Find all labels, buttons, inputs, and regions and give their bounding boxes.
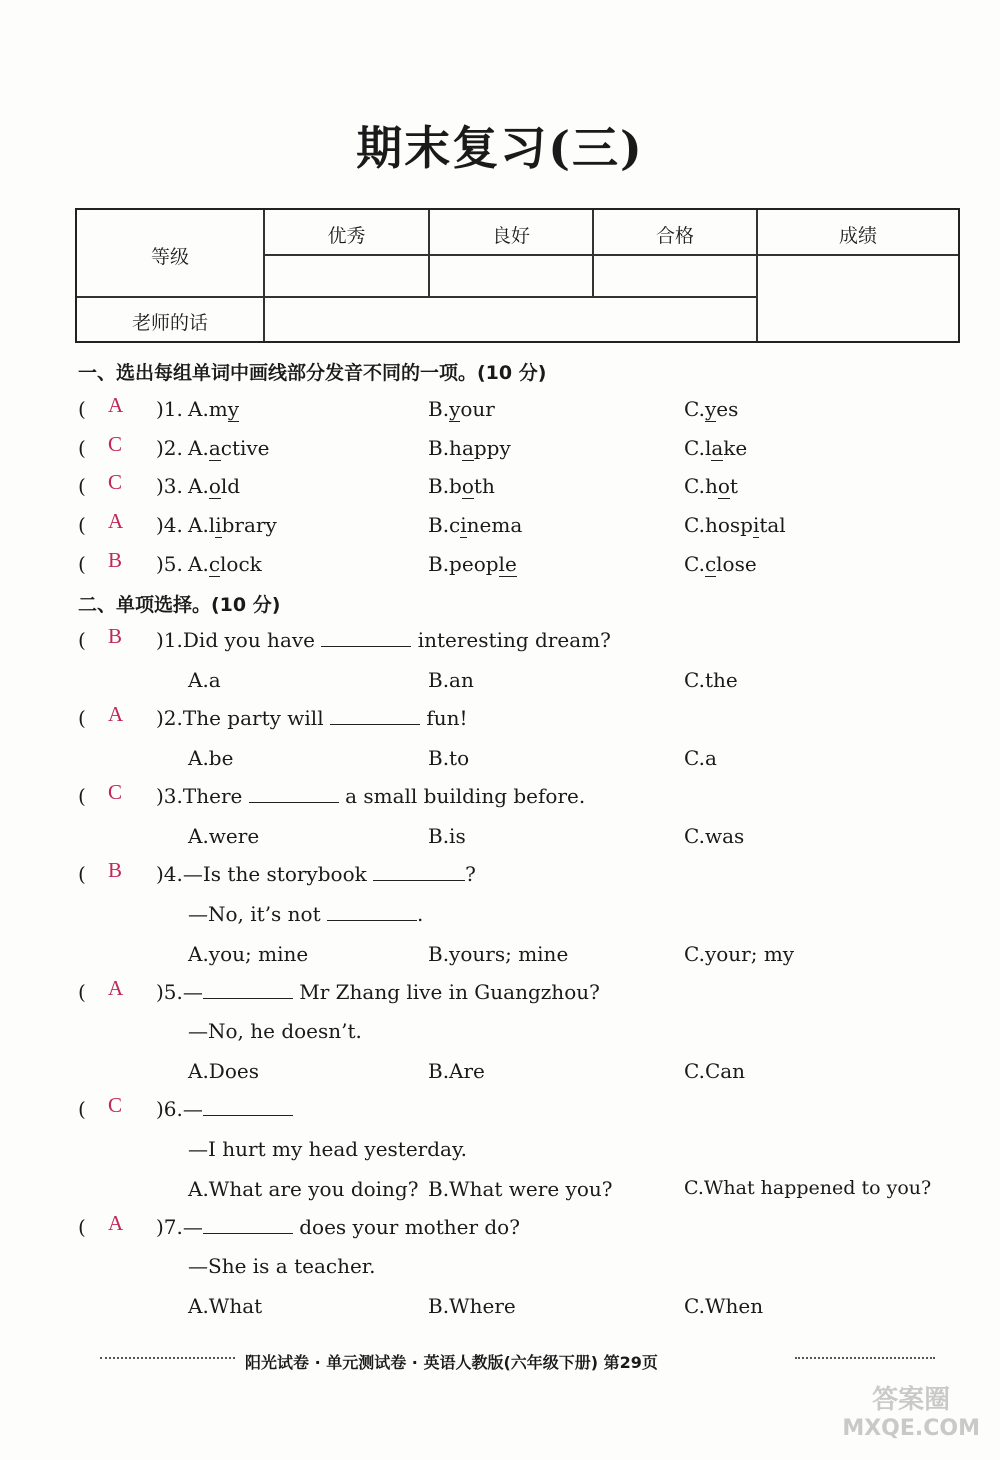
answer-mark: B bbox=[108, 624, 123, 648]
answer-mark: C bbox=[108, 1093, 123, 1117]
answer-blank bbox=[330, 708, 420, 725]
option-a: A.active bbox=[188, 436, 270, 460]
answer-blank bbox=[203, 982, 293, 999]
question-stem: )7.— does your mother do? bbox=[156, 1215, 520, 1239]
option-a: A.What are you doing? bbox=[188, 1177, 419, 1201]
option-a: A.a bbox=[188, 668, 221, 692]
question-number: )4. bbox=[156, 513, 183, 537]
question-number: )5. bbox=[156, 552, 183, 576]
option-a: A.library bbox=[188, 513, 277, 537]
option-b: B.cinema bbox=[428, 513, 523, 537]
answer-mark: C bbox=[108, 780, 123, 804]
answer-blank bbox=[327, 904, 417, 921]
answer-blank bbox=[203, 1217, 293, 1234]
option-b: B.an bbox=[428, 668, 474, 692]
option-a: A.you; mine bbox=[188, 942, 309, 966]
option-a: A.old bbox=[188, 474, 241, 498]
option-b: B.is bbox=[428, 824, 466, 848]
grading-table bbox=[75, 208, 960, 343]
footer-divider-right bbox=[795, 1357, 935, 1359]
option-b: B.yours; mine bbox=[428, 942, 569, 966]
option-b: B.Where bbox=[428, 1294, 516, 1318]
question-stem: )5.— Mr Zhang live in Guangzhou? bbox=[156, 980, 600, 1004]
question-line2: —She is a teacher. bbox=[188, 1254, 376, 1278]
paren: ( bbox=[78, 436, 86, 460]
page-footer: 阳光试卷 · 单元测试卷 · 英语人教版(六年级下册) 第29页 bbox=[245, 1353, 658, 1372]
option-a: A.my bbox=[188, 397, 240, 421]
option-a: A.be bbox=[188, 746, 234, 770]
section1-heading: 一、选出每组单词中画线部分发音不同的一项。(10 分) bbox=[78, 362, 547, 384]
paren: ( bbox=[78, 552, 86, 576]
question-stem: )4.—Is the storybook ? bbox=[156, 862, 476, 886]
option-b: B.to bbox=[428, 746, 470, 770]
option-c: C.the bbox=[684, 668, 738, 692]
answer-mark: B bbox=[108, 858, 123, 882]
col-good: 良好 bbox=[491, 225, 530, 247]
option-b: B.people bbox=[428, 552, 517, 576]
watermark: 答案圈 MXQE.COM bbox=[842, 1385, 980, 1442]
option-c: C.a bbox=[684, 746, 717, 770]
option-c: C.hot bbox=[684, 474, 738, 498]
answer-blank bbox=[249, 786, 339, 803]
option-a: A.were bbox=[188, 824, 260, 848]
answer-mark: A bbox=[108, 509, 124, 533]
answer-mark: A bbox=[108, 702, 124, 726]
option-b: B.happy bbox=[428, 436, 511, 460]
option-b: B.your bbox=[428, 397, 495, 421]
question-number: )1. bbox=[156, 397, 183, 421]
option-a: A.What bbox=[188, 1294, 263, 1318]
answer-mark: A bbox=[108, 393, 124, 417]
option-c: C.Can bbox=[684, 1059, 746, 1083]
section2-heading: 二、单项选择。(10 分) bbox=[78, 594, 281, 616]
col-excellent: 优秀 bbox=[327, 225, 366, 247]
answer-mark: B bbox=[108, 548, 123, 572]
answer-mark: C bbox=[108, 470, 123, 494]
question-stem: )1.Did you have interesting dream? bbox=[156, 628, 611, 652]
page-title: 期末复习(三) bbox=[356, 121, 644, 175]
question-line2: —No, it’s not . bbox=[188, 902, 424, 926]
option-b: B.both bbox=[428, 474, 495, 498]
question-stem: )2.The party will fun! bbox=[156, 706, 468, 730]
option-c: C.close bbox=[684, 552, 757, 576]
option-c: C.What happened to you? bbox=[684, 1177, 932, 1199]
option-b: B.What were you? bbox=[428, 1177, 613, 1201]
paren: ( bbox=[78, 474, 86, 498]
answer-blank bbox=[321, 630, 411, 647]
option-c: C.your; my bbox=[684, 942, 795, 966]
question-number: )3. bbox=[156, 474, 183, 498]
option-a: A.clock bbox=[188, 552, 262, 576]
answer-blank bbox=[373, 864, 465, 881]
paren: ( bbox=[78, 513, 86, 537]
option-b: B.Are bbox=[428, 1059, 485, 1083]
paren: ( bbox=[78, 397, 86, 421]
level-label: 等级 bbox=[150, 246, 189, 268]
option-c: C.hospital bbox=[684, 513, 786, 537]
question-number: )2. bbox=[156, 436, 183, 460]
answer-mark: A bbox=[108, 976, 124, 1000]
question-stem: )3.There a small building before. bbox=[156, 784, 586, 808]
teacher-comment-label: 老师的话 bbox=[131, 312, 208, 334]
option-c: C.When bbox=[684, 1294, 764, 1318]
footer-divider-left bbox=[100, 1357, 235, 1359]
answer-mark: C bbox=[108, 432, 123, 456]
option-c: C.yes bbox=[684, 397, 739, 421]
option-a: A.Does bbox=[188, 1059, 259, 1083]
col-score: 成绩 bbox=[838, 225, 877, 247]
question-stem: )6.— bbox=[156, 1097, 293, 1121]
col-pass: 合格 bbox=[655, 225, 694, 247]
answer-blank bbox=[203, 1099, 293, 1116]
option-c: C.was bbox=[684, 824, 745, 848]
question-line2: —No, he doesn’t. bbox=[188, 1019, 362, 1043]
question-line2: —I hurt my head yesterday. bbox=[188, 1137, 467, 1161]
answer-mark: A bbox=[108, 1211, 124, 1235]
option-c: C.lake bbox=[684, 436, 748, 460]
